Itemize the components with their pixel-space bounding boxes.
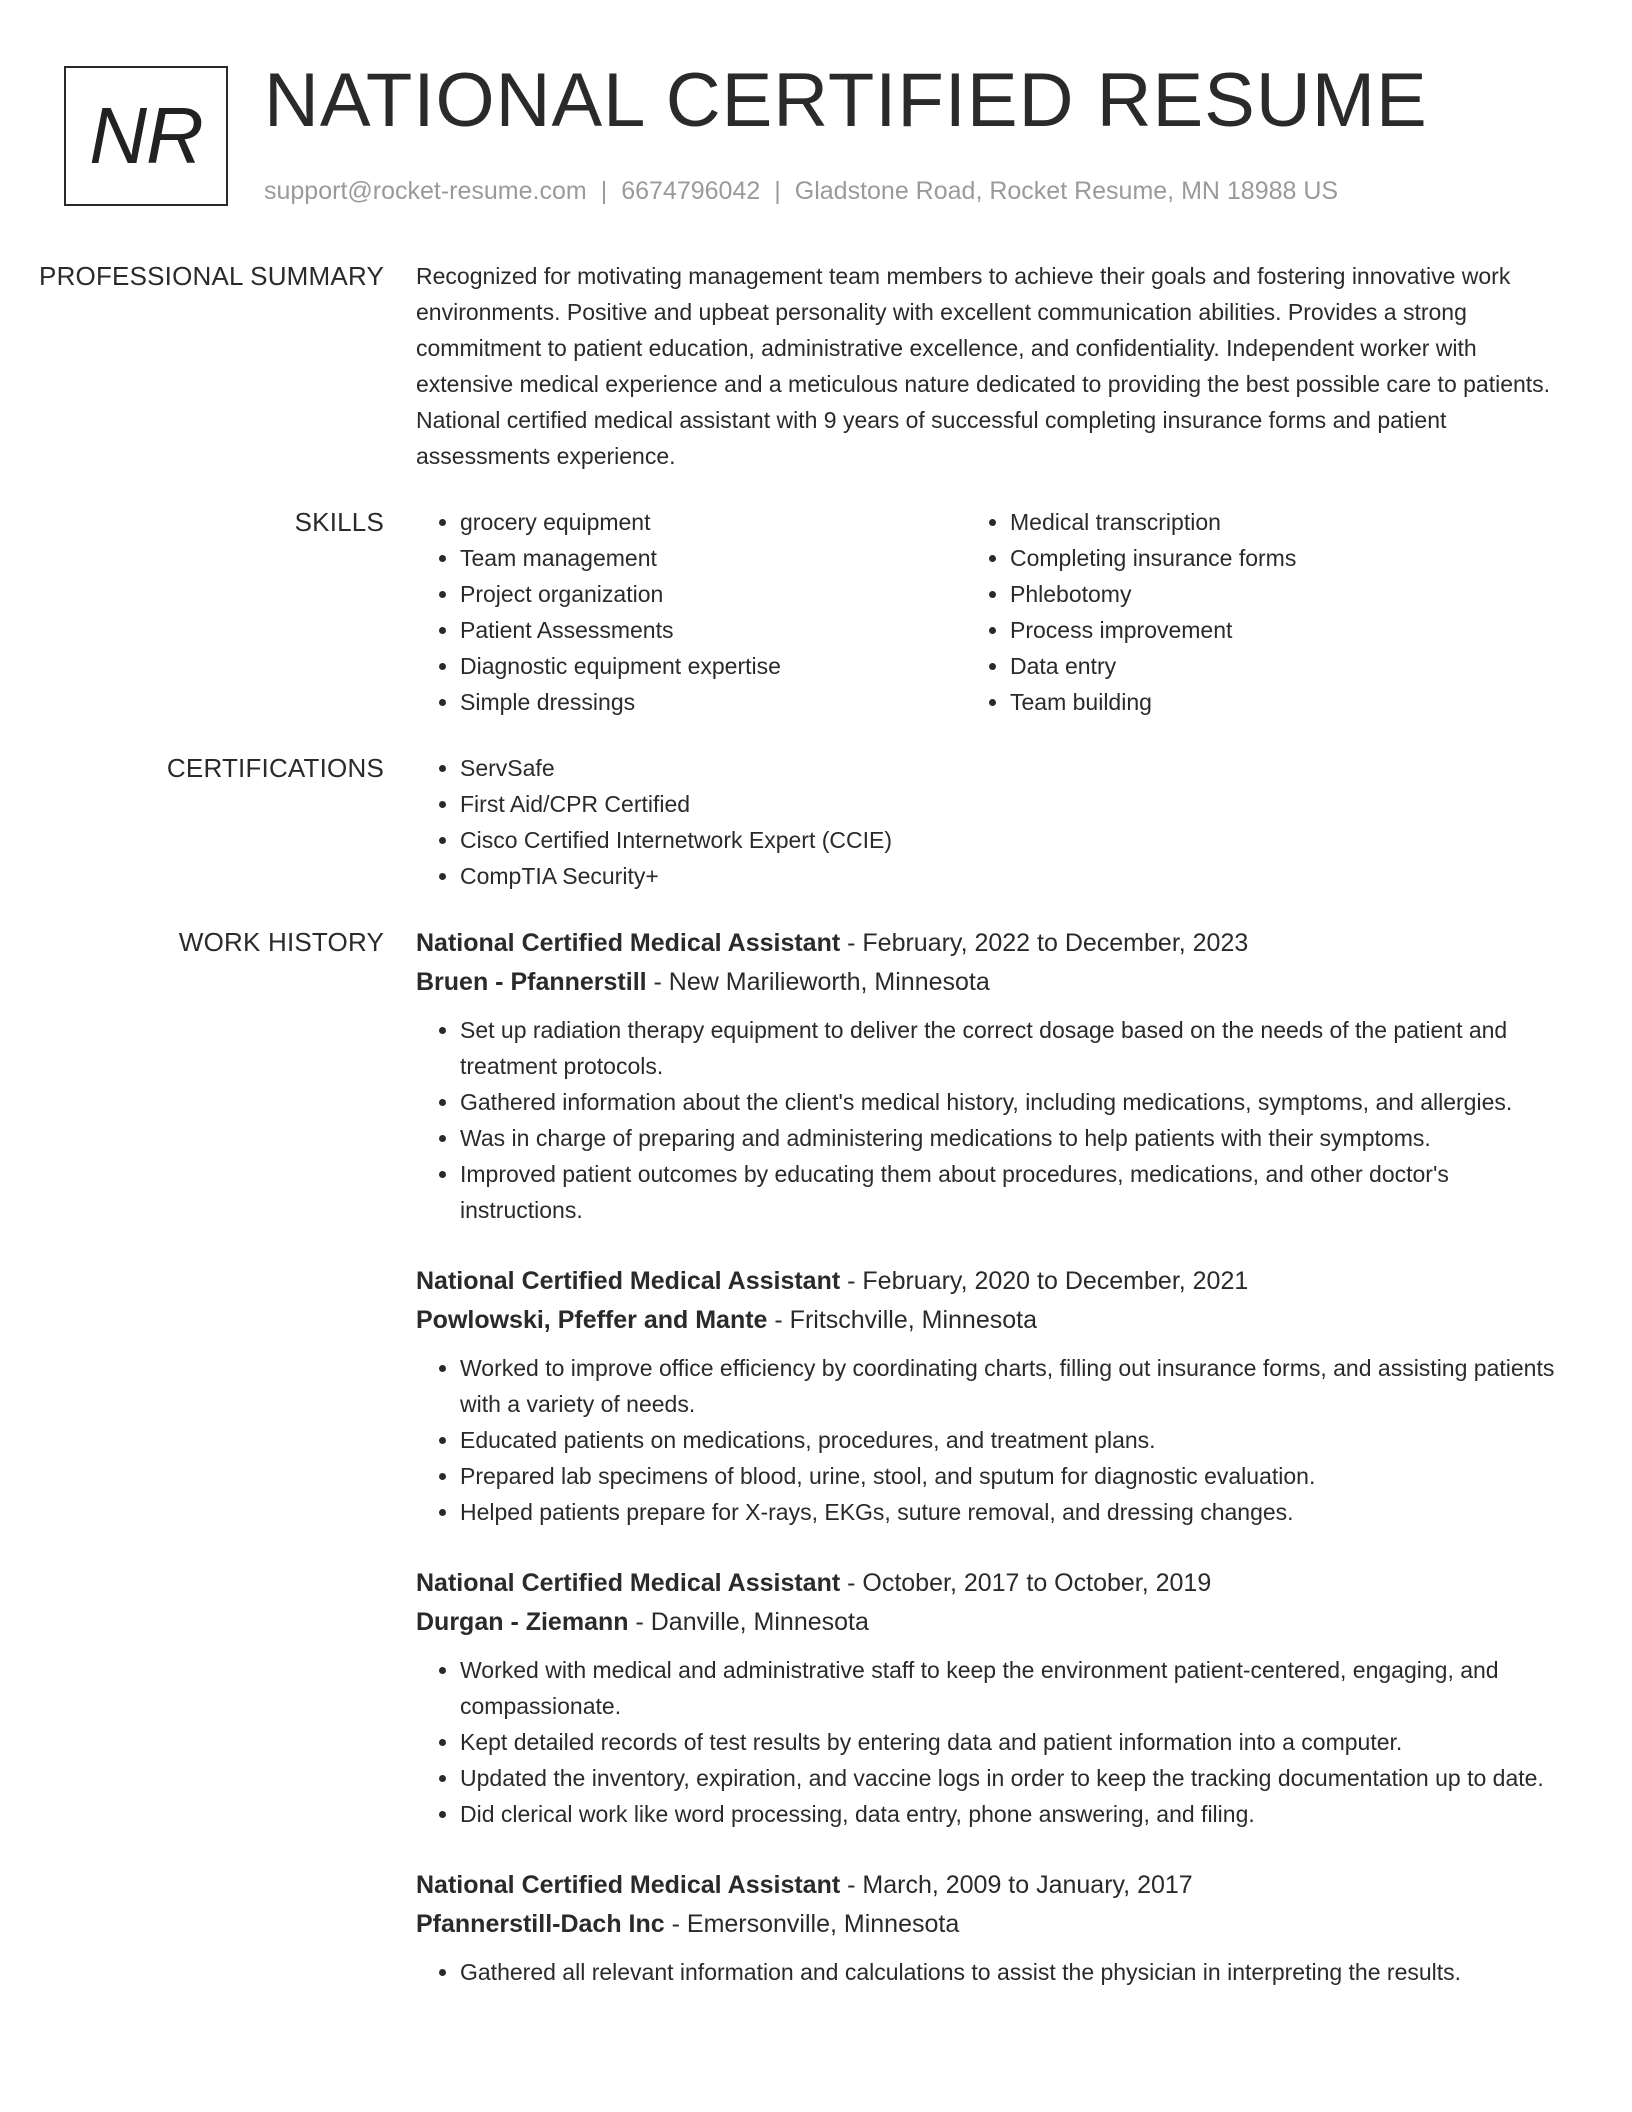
- list-item: • Prepared lab specimens of blood, urine, stool, and sputum for diagnostic evaluation.: [460, 1458, 1566, 1494]
- list-item: • Worked with medical and administrative staff to keep the environment patient-centered, engaging, and compassionate.: [460, 1652, 1566, 1724]
- job-entry: [416, 1564, 1566, 1832]
- job-entry: [416, 924, 1566, 1228]
- section-title: PROFESSIONAL SUMMARY: [39, 261, 384, 291]
- contact-phone: 6674796042: [621, 177, 761, 205]
- list-item: • First Aid/CPR Certified: [460, 786, 1566, 822]
- certifications-list: [416, 750, 1566, 894]
- list-item: • Cisco Certified Internetwork Expert (CCIE): [460, 822, 1566, 858]
- skills-grid: [416, 504, 1566, 720]
- section-title: SKILLS: [294, 507, 384, 537]
- certifications-section: [0, 750, 1632, 894]
- skills-list-left: [416, 504, 966, 720]
- list-item: • Team management: [460, 540, 966, 576]
- list-item: • Gathered all relevant information and calculations to assist the physician in interpreting the results.: [460, 1954, 1566, 1990]
- list-item: • CompTIA Security+: [460, 858, 1566, 894]
- job-bullets: [416, 1954, 1566, 1990]
- job-title-line: [416, 1866, 1566, 1905]
- job-role: National Certified Medical Assistant: [416, 1267, 841, 1295]
- list-item: • ServSafe: [460, 750, 1566, 786]
- job-title-line: [416, 924, 1566, 963]
- skills-list-right: [966, 504, 1516, 720]
- work-history-body: [416, 924, 1566, 2024]
- job-dates: - October, 2017 to October, 2019: [840, 1569, 1212, 1597]
- job-dates: - March, 2009 to January, 2017: [840, 1871, 1193, 1899]
- skills-section: [0, 504, 1632, 720]
- skills-body: [416, 504, 1566, 720]
- job-role: National Certified Medical Assistant: [416, 1569, 841, 1597]
- job-dates: - February, 2020 to December, 2021: [840, 1267, 1249, 1295]
- summary-body: [416, 258, 1566, 474]
- job-bullets: [416, 1652, 1566, 1832]
- list-item: • Process improvement: [1010, 612, 1516, 648]
- contact-separator: |: [600, 177, 608, 205]
- list-item: • Project organization: [460, 576, 966, 612]
- contact-address: Gladstone Road, Rocket Resume, MN 18988 US: [794, 177, 1339, 205]
- list-item: • Phlebotomy: [1010, 576, 1516, 612]
- job-location: - New Marilieworth, Minnesota: [646, 968, 990, 996]
- resume-name: NATIONAL CERTIFIED RESUME: [264, 58, 1428, 143]
- list-item: • Worked to improve office efficiency by coordinating charts, filling out insurance forms, and assisting patients with a variety of needs.: [460, 1350, 1566, 1422]
- list-item: • Improved patient outcomes by educating them about procedures, medications, and other doctor's instructions.: [460, 1156, 1566, 1228]
- job-company: Bruen - Pfannerstill: [416, 968, 647, 996]
- job-company-line: [416, 1905, 1566, 1944]
- list-item: • Patient Assessments: [460, 612, 966, 648]
- list-item: • Kept detailed records of test results by entering data and patient information into a computer.: [460, 1724, 1566, 1760]
- job-company-line: [416, 963, 1566, 1002]
- job-bullets: [416, 1012, 1566, 1228]
- certifications-body: [416, 750, 1566, 894]
- job-location: - Emersonville, Minnesota: [664, 1910, 960, 1938]
- contact-separator: |: [774, 177, 781, 205]
- list-item: • Did clerical work like word processing, data entry, phone answering, and filing.: [460, 1796, 1566, 1832]
- work-history-section: [0, 924, 1632, 2024]
- job-dates: - February, 2022 to December, 2023: [840, 929, 1249, 957]
- job-location: - Danville, Minnesota: [628, 1608, 869, 1636]
- monogram-logo: NR: [64, 66, 228, 206]
- section-title: WORK HISTORY: [178, 927, 384, 957]
- job-title-line: [416, 1564, 1566, 1603]
- job-entry: [416, 1262, 1566, 1530]
- list-item: • Educated patients on medications, procedures, and treatment plans.: [460, 1422, 1566, 1458]
- job-company-line: [416, 1301, 1566, 1340]
- list-item: • Set up radiation therapy equipment to deliver the correct dosage based on the needs of the patient and treatment protocols.: [460, 1012, 1566, 1084]
- list-item: • Simple dressings: [460, 684, 966, 720]
- job-title-line: [416, 1262, 1566, 1301]
- job-role: National Certified Medical Assistant: [416, 929, 841, 957]
- summary-section: [0, 258, 1632, 474]
- job-company: Pfannerstill-Dach Inc: [416, 1910, 665, 1938]
- list-item: • Updated the inventory, expiration, and vaccine logs in order to keep the tracking documentation up to date.: [460, 1760, 1566, 1796]
- section-title: CERTIFICATIONS: [166, 753, 384, 783]
- job-company-line: [416, 1603, 1566, 1642]
- list-item: • Gathered information about the client's medical history, including medications, symptoms, and allergies.: [460, 1084, 1566, 1120]
- job-company: Durgan - Ziemann: [416, 1608, 629, 1636]
- list-item: • grocery equipment: [460, 504, 966, 540]
- list-item: • Helped patients prepare for X-rays, EKGs, suture removal, and dressing changes.: [460, 1494, 1566, 1530]
- job-location: - Fritschville, Minnesota: [767, 1306, 1037, 1334]
- job-company: Powlowski, Pfeffer and Mante: [416, 1306, 768, 1334]
- list-item: • Completing insurance forms: [1010, 540, 1516, 576]
- list-item: • Team building: [1010, 684, 1516, 720]
- contact-line: [264, 174, 1338, 208]
- list-item: • Medical transcription: [1010, 504, 1516, 540]
- list-item: • Data entry: [1010, 648, 1516, 684]
- summary-text: Recognized for motivating management team members to achieve their goals and fostering innovative work environments. Positive and upbeat personality with excellent communication abilities. Provides a strong commitment to patient education, administrative excellence, and confidentiality. Independent worker with extensive medical experience and a meticulous nature dedicated to providing the best possible care to patients. National certified medical assistant with 9 years of successful completing insurance forms and patient assessments experience.: [416, 263, 1551, 469]
- resume-sections: [0, 258, 1632, 2054]
- contact-email: support@rocket-resume.com: [264, 177, 587, 205]
- list-item: • Was in charge of preparing and administering medications to help patients with their symptoms.: [460, 1120, 1566, 1156]
- job-role: National Certified Medical Assistant: [416, 1871, 841, 1899]
- job-entry: [416, 1866, 1566, 1990]
- list-item: • Diagnostic equipment expertise: [460, 648, 966, 684]
- job-bullets: [416, 1350, 1566, 1530]
